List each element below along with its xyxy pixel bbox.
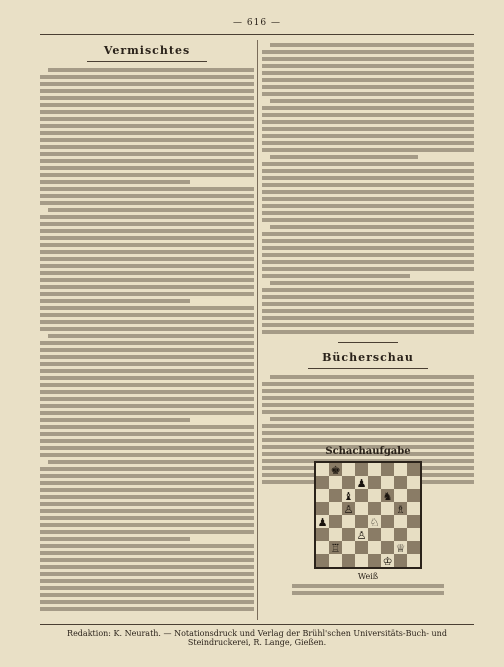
text-line bbox=[40, 502, 254, 506]
board-square bbox=[316, 489, 329, 502]
board-square bbox=[368, 502, 381, 515]
chess-caption-text-line bbox=[292, 584, 444, 588]
text-line bbox=[40, 103, 254, 107]
text-line bbox=[40, 390, 254, 394]
text-line bbox=[40, 481, 254, 485]
text-line bbox=[40, 124, 254, 128]
chess-piece: ♔ bbox=[382, 555, 393, 567]
text-line bbox=[262, 71, 474, 75]
board-square bbox=[381, 476, 394, 489]
board-square bbox=[316, 476, 329, 489]
chess-piece: ♘ bbox=[369, 516, 380, 529]
text-line bbox=[40, 264, 254, 268]
text-line bbox=[40, 271, 254, 275]
text-line bbox=[40, 383, 254, 387]
board-square bbox=[355, 541, 368, 554]
left-article-body bbox=[40, 68, 254, 611]
text-line bbox=[262, 78, 474, 82]
text-line bbox=[48, 334, 254, 338]
text-line bbox=[40, 292, 254, 296]
text-line bbox=[40, 257, 254, 261]
board-square bbox=[329, 528, 342, 541]
text-line bbox=[262, 162, 474, 166]
text-line bbox=[262, 389, 474, 393]
text-line bbox=[262, 134, 474, 138]
board-square bbox=[381, 463, 394, 476]
text-line bbox=[40, 439, 254, 443]
text-line bbox=[262, 190, 474, 194]
board-square bbox=[342, 463, 355, 476]
text-line bbox=[262, 169, 474, 173]
text-line bbox=[262, 218, 474, 222]
text-line bbox=[262, 396, 474, 400]
text-line bbox=[40, 131, 254, 135]
text-line bbox=[262, 239, 474, 243]
text-line bbox=[270, 375, 474, 379]
text-line bbox=[262, 57, 474, 61]
board-square bbox=[355, 463, 368, 476]
text-line bbox=[40, 551, 254, 555]
text-line bbox=[262, 274, 410, 278]
text-line bbox=[40, 488, 254, 492]
text-line bbox=[40, 579, 254, 583]
text-line bbox=[40, 355, 254, 359]
text-line bbox=[40, 446, 254, 450]
board-square bbox=[381, 515, 394, 528]
board-square bbox=[329, 554, 342, 567]
board-square bbox=[394, 476, 407, 489]
text-line bbox=[40, 187, 254, 191]
text-line bbox=[40, 96, 254, 100]
text-line bbox=[270, 155, 418, 159]
text-line bbox=[262, 438, 474, 442]
text-line bbox=[40, 411, 254, 415]
board-square bbox=[381, 541, 394, 554]
chess-piece: ♖ bbox=[330, 542, 341, 555]
text-line bbox=[40, 348, 254, 352]
text-line bbox=[40, 278, 254, 282]
text-line bbox=[262, 323, 474, 327]
board-square bbox=[394, 554, 407, 567]
text-line bbox=[262, 431, 474, 435]
text-line bbox=[262, 127, 474, 131]
text-line bbox=[262, 148, 474, 152]
text-line bbox=[262, 330, 474, 334]
text-line bbox=[270, 225, 474, 229]
board-square bbox=[381, 502, 394, 515]
text-line bbox=[40, 509, 254, 513]
text-line bbox=[40, 201, 254, 205]
board-square bbox=[407, 554, 420, 567]
text-line bbox=[40, 369, 254, 373]
text-line bbox=[270, 417, 474, 421]
board-square bbox=[407, 463, 420, 476]
text-line bbox=[40, 341, 254, 345]
text-line bbox=[262, 211, 474, 215]
text-line bbox=[40, 243, 254, 247]
text-line bbox=[40, 397, 254, 401]
text-line bbox=[40, 418, 190, 422]
board-square bbox=[368, 528, 381, 541]
board-square bbox=[394, 528, 407, 541]
chess-piece: ♕ bbox=[395, 542, 406, 555]
board-square bbox=[316, 502, 329, 515]
board-square bbox=[329, 515, 342, 528]
text-line bbox=[262, 176, 474, 180]
text-line bbox=[40, 89, 254, 93]
text-line bbox=[40, 537, 190, 541]
board-square bbox=[355, 489, 368, 502]
section-title-vermischtes: Vermischtes bbox=[103, 44, 191, 57]
chess-piece: ♙ bbox=[356, 529, 367, 542]
page-header bbox=[40, 18, 474, 35]
text-line bbox=[262, 120, 474, 124]
text-line bbox=[40, 404, 254, 408]
text-line bbox=[40, 320, 254, 324]
text-line bbox=[262, 64, 474, 68]
board-square bbox=[394, 463, 407, 476]
text-line bbox=[40, 425, 254, 429]
text-line bbox=[262, 288, 474, 292]
chess-piece: ♞ bbox=[382, 490, 393, 503]
board-square bbox=[394, 515, 407, 528]
board-square bbox=[342, 528, 355, 541]
text-line bbox=[40, 558, 254, 562]
text-line bbox=[40, 215, 254, 219]
text-line bbox=[40, 145, 254, 149]
chess-caption-white: Weiß bbox=[357, 572, 379, 581]
board-square bbox=[329, 476, 342, 489]
section-title-buecherschau: Bücherschau bbox=[322, 351, 414, 364]
text-line bbox=[40, 607, 254, 611]
text-line bbox=[40, 299, 190, 303]
text-line bbox=[40, 250, 254, 254]
board-square bbox=[407, 528, 420, 541]
text-line bbox=[262, 85, 474, 89]
text-line bbox=[40, 180, 190, 184]
text-line bbox=[40, 236, 254, 240]
text-line bbox=[262, 260, 474, 264]
text-line bbox=[48, 68, 254, 72]
title-underline bbox=[308, 368, 428, 369]
text-line bbox=[40, 530, 254, 534]
text-line bbox=[40, 75, 254, 79]
text-line bbox=[40, 222, 254, 226]
board-square bbox=[355, 554, 368, 567]
board-square bbox=[368, 554, 381, 567]
board-square bbox=[316, 463, 329, 476]
board-square bbox=[342, 515, 355, 528]
page-number: — 616 — bbox=[233, 18, 281, 28]
text-line bbox=[40, 159, 254, 163]
board-square bbox=[407, 541, 420, 554]
text-line bbox=[40, 138, 254, 142]
chess-problem bbox=[262, 446, 474, 611]
text-line bbox=[262, 410, 474, 414]
board-square bbox=[368, 463, 381, 476]
text-line bbox=[40, 572, 254, 576]
board-square bbox=[407, 489, 420, 502]
text-line bbox=[40, 600, 254, 604]
text-line bbox=[262, 197, 474, 201]
text-line bbox=[262, 246, 474, 250]
text-line bbox=[40, 306, 254, 310]
column-divider bbox=[257, 40, 258, 620]
board-square bbox=[381, 528, 394, 541]
board-square bbox=[316, 528, 329, 541]
text-line bbox=[40, 229, 254, 233]
text-line bbox=[40, 544, 254, 548]
text-line bbox=[40, 285, 254, 289]
text-line bbox=[40, 362, 254, 366]
chess-piece: ♝ bbox=[343, 490, 354, 503]
text-line bbox=[262, 204, 474, 208]
text-line bbox=[40, 194, 254, 198]
board-square bbox=[355, 502, 368, 515]
board-square bbox=[342, 476, 355, 489]
text-line bbox=[262, 267, 474, 271]
text-line bbox=[40, 432, 254, 436]
text-line bbox=[262, 141, 474, 145]
text-line bbox=[262, 316, 474, 320]
board-square bbox=[407, 476, 420, 489]
board-square bbox=[342, 541, 355, 554]
chess-board-svg bbox=[316, 463, 420, 567]
text-line bbox=[262, 106, 474, 110]
text-line bbox=[262, 309, 474, 313]
chess-piece: ♗ bbox=[395, 503, 406, 516]
text-line bbox=[262, 253, 474, 257]
board-square bbox=[368, 476, 381, 489]
text-line bbox=[40, 495, 254, 499]
board-square bbox=[407, 515, 420, 528]
text-line bbox=[40, 523, 254, 527]
chess-piece: ♚ bbox=[330, 464, 341, 477]
chess-piece: ♙ bbox=[343, 503, 354, 516]
board-square bbox=[355, 515, 368, 528]
text-line bbox=[40, 110, 254, 114]
text-line bbox=[40, 453, 254, 457]
chess-caption-text-line bbox=[292, 591, 444, 595]
board-square bbox=[342, 554, 355, 567]
text-line bbox=[270, 99, 474, 103]
footer-imprint: Redaktion: K. Neurath. — Notationsdruck und Verlag der Brühl'schen Universitäts-Buch- und Steindruckerei, R. Lange, Gießen. bbox=[67, 629, 447, 647]
text-line bbox=[40, 166, 254, 170]
text-line bbox=[40, 152, 254, 156]
text-line bbox=[48, 208, 254, 212]
text-line bbox=[40, 474, 254, 478]
title-underline bbox=[87, 61, 207, 62]
text-line bbox=[40, 467, 254, 471]
text-line bbox=[40, 82, 254, 86]
text-line bbox=[262, 295, 474, 299]
board-square bbox=[316, 541, 329, 554]
text-line bbox=[40, 117, 254, 121]
right-article-body-top bbox=[262, 43, 474, 334]
page-footer bbox=[40, 624, 474, 647]
chess-board bbox=[314, 461, 422, 569]
text-line bbox=[40, 313, 254, 317]
left-column bbox=[40, 40, 254, 620]
board-square bbox=[368, 541, 381, 554]
text-line bbox=[40, 173, 254, 177]
board-square bbox=[394, 489, 407, 502]
text-line bbox=[270, 43, 474, 47]
text-line bbox=[262, 302, 474, 306]
text-line bbox=[262, 382, 474, 386]
board-square bbox=[329, 502, 342, 515]
text-line bbox=[262, 403, 474, 407]
text-line bbox=[40, 516, 254, 520]
board-square bbox=[368, 489, 381, 502]
chess-title: Schachaufgabe bbox=[325, 446, 411, 457]
text-line bbox=[40, 565, 254, 569]
text-line bbox=[40, 586, 254, 590]
section-divider bbox=[338, 342, 398, 343]
text-line bbox=[262, 92, 474, 96]
chess-piece: ♟ bbox=[317, 516, 328, 529]
text-line bbox=[270, 281, 474, 285]
board-square bbox=[316, 554, 329, 567]
board-square bbox=[407, 502, 420, 515]
text-line bbox=[262, 113, 474, 117]
text-line bbox=[262, 183, 474, 187]
text-line bbox=[40, 593, 254, 597]
chess-piece: ♟ bbox=[356, 477, 367, 490]
board-square bbox=[329, 489, 342, 502]
text-line bbox=[40, 376, 254, 380]
text-line bbox=[48, 460, 254, 464]
text-line bbox=[262, 424, 474, 428]
text-line bbox=[262, 50, 474, 54]
text-line bbox=[40, 327, 254, 331]
text-line bbox=[262, 232, 474, 236]
